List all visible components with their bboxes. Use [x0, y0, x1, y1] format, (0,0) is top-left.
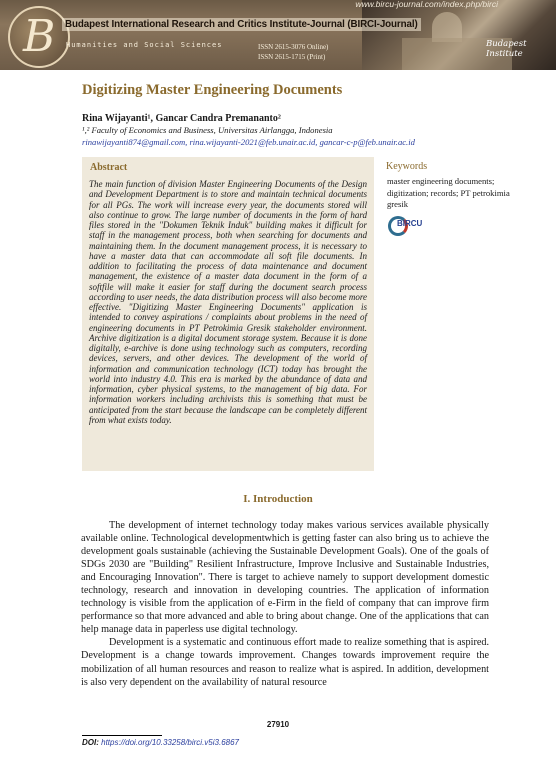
affiliation: ¹,² Faculty of Economics and Business, Universitas Airlangga, Indonesia — [82, 125, 333, 135]
introduction-body — [81, 519, 489, 689]
abstract-heading: Abstract — [90, 162, 128, 173]
journal-subtitle: Humanities and Social Sciences — [66, 41, 223, 49]
bircu-logo-icon — [386, 216, 426, 238]
paper-title: Digitizing Master Engineering Documents — [82, 82, 343, 98]
journal-banner — [0, 0, 556, 70]
issn-print: ISSN 2615-1715 (Print) — [258, 53, 326, 61]
page-number: 27910 — [266, 720, 290, 729]
authors: Rina Wijayanti¹, Gancar Candra Premananto² — [82, 113, 281, 124]
logo-text: BIRCU — [397, 219, 423, 228]
institute-label: Budapest Institute — [486, 39, 527, 59]
doi-label: DOI: — [82, 738, 99, 747]
doi-line — [82, 738, 239, 747]
doi-link[interactable]: https://doi.org/10.33258/birci.v5i3.6867 — [101, 738, 239, 747]
intro-paragraph: Development is a systematic and continuous effort made to realize something that is aspired. Development is a change towards improvement. Changes towards improvement require the mobilization of all human resources and reason to realize what is aspired. In addition, development is also very dependent on the availability of natural resource — [81, 637, 489, 688]
intro-paragraph: The development of internet technology today makes various services available physically available online. Technological developmentwhich is getting faster can also bring us to achieve the development goals sustainable (achieving the Sustainable Development Goals). One of the goals of SDGs 2030 are "Building" Resilient Infrastructure, Improve Inclusive and Sustainable Industries, and Encouraging Innovation". There is target to achieve namely to support development domestic technology, research and innovation in developing countries. The application of information technology is visible from the application of e-Firm in the field of company that can improve firm performance so that more advanced and able to bring about change. One of the applications that can help manage data in paperless use digital technology. — [81, 520, 489, 636]
abstract-box — [82, 157, 374, 471]
journal-url[interactable]: www.bircu-journal.com/index.php/birci — [355, 0, 498, 9]
author-emails[interactable]: rinawijayanti874@gmail.com, rina.wijayanti-2021@feb.unair.ac.id, gancar-c-p@feb.unair.ac.id — [82, 137, 415, 147]
keywords-text: master engineering documents; digitization; records; PT petrokimia gresik — [387, 176, 510, 209]
journal-logo: B — [8, 6, 70, 68]
abstract-text: The main function of division Master Engineering Documents of the Design and Development Department is to store and maintain technical documents for all PGs. The work will increase every year, the documents stored will also continue to grow. The large number of documents in the form of hard files stored in the "Dokumen Teknik Induk" building makes it difficult for staff in the management process, both when searching for documents and maintaining them. In the document management process, it is necessary to have a master data that can accommodate all soft file documents. In addition to facilitating the process of data maintenance and document management, the existence of a master data document in the form of a softfile will make it easier for staff during the document search process according to user needs, the data distribution process will also become more effective. "Digitizing Master Engineering Documents" application is intended to convey aspirations / complaints about problems in the need of engineering documents in PT Petrokimia Gresik stakeholder environment. Archive digitization is a digital document storage system. Because it is done digitally, e-archive is done using technology such as computers, recording devices, servers, and other devices. The development of the world of information and communication technology (ICT) today has brought the world into industry 4.0. This era is marked by the abundance of data and information, cyber physical systems, to the management of big data. For information workers including archivists this is something that must be anticipated from the start because the landscape can be completely different from what exists today. — [89, 179, 367, 425]
footer-rule — [82, 735, 162, 736]
keywords-heading: Keywords — [386, 161, 428, 172]
introduction-heading: I. Introduction — [243, 493, 313, 505]
banner-photo — [362, 0, 556, 70]
issn-online: ISSN 2615-3076 Online) — [258, 43, 329, 51]
journal-title: Budapest International Research and Critics Institute-Journal (BIRCI-Journal) — [62, 18, 421, 31]
